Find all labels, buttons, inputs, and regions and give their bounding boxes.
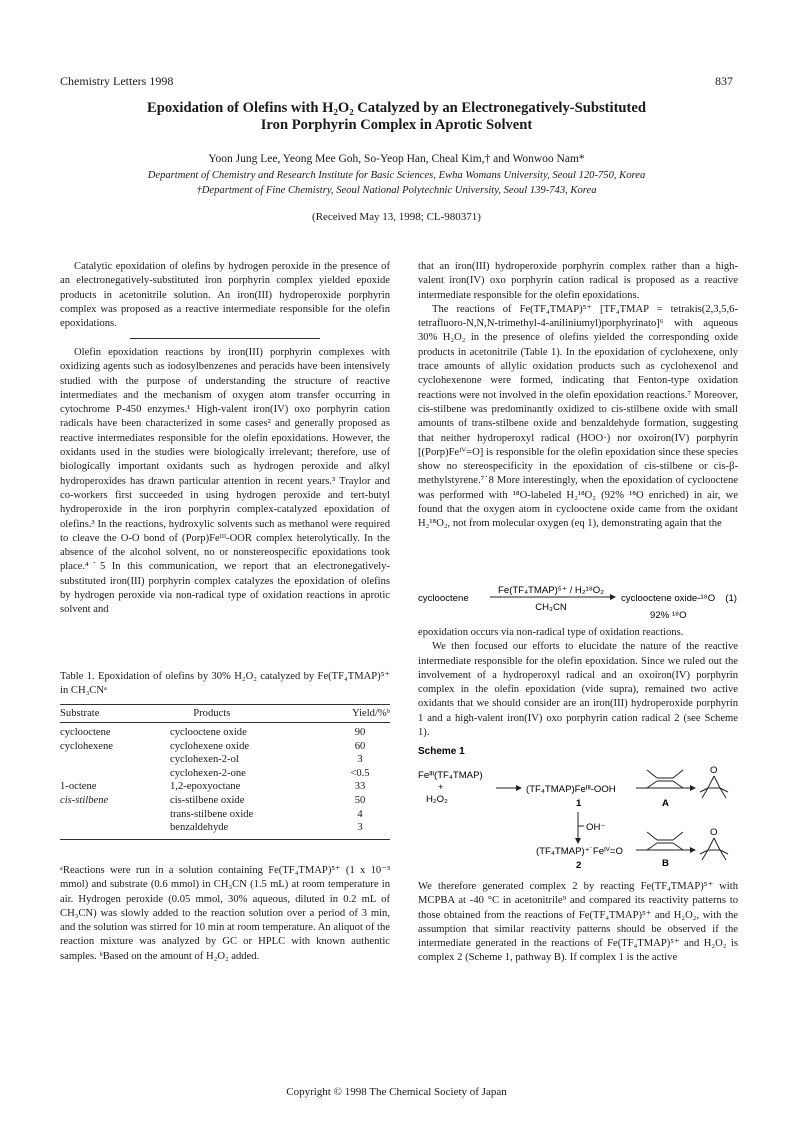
left-body-text: Olefin epoxidation reactions by iron(III) porphyrin complexes with oxidizing agents such as iodosylbenzenes and peracids have been intensively studied with the purpose of understanding the structure of reactive intermediates and the mechanism of oxygen atom transfer occurring in cytochrome P-450 enzymes.¹ High-valent iron(IV) oxo porphyrin cation radicals have been characterized in some cases² and generally proposed as reactive intermediates responsible for the olefin epoxidations. However, the oxidants used in the studies were biologically irrelevant; therefore, use of biologically important oxidants such as hydrogen peroxide and alkyl hydroperoxides has drawn particular attention in recent years.³ Traylor and co-workers first succeeded in using hydrogen peroxide and tert-butyl hydroperoxide in the iron porphyrin complex-catalyzed epoxidation of olefins.³ In the reactions, hydroxylic solvents such as methanol were required to cleave the O-O bond of (Porp)Feᴵᴵᴵ-OOR complex heterolytically. In the absence of the alcohol solvent, no or nonstereospecific epoxidations took place.⁴˙5 In this communication, we report that an electronegatively-substituted iron(III) porphyrin complex catalyzes the epoxidation of olefins by hydrogen peroxide via non-radical type of oxidation reactions in aprotic solvent and <box>60 347 390 616</box>
authors: Yoon Jung Lee, Yeong Mee Goh, So-Yeop Han, Cheal Kim,† and Wonwoo Nam* <box>208 153 585 165</box>
title-line-2: Iron Porphyrin Complex in Aprotic Solvent <box>260 117 533 133</box>
scheme-arrowhead-a <box>690 785 696 791</box>
epoxide-icon-a <box>700 776 728 798</box>
table-row <box>60 821 390 835</box>
cell-substrate: 1-octene <box>60 781 97 793</box>
table-row <box>60 753 390 767</box>
table-1-caption <box>60 670 390 699</box>
table-row <box>60 767 390 781</box>
cell-substrate: cis-stilbene <box>60 794 109 806</box>
affiliation-1: Department of Chemistry and Research Institute for Basic Sciences, Ewha Womans University, Seoul 120-750, Korea <box>147 170 646 181</box>
eq-arrowhead <box>610 594 616 600</box>
epoxide-oxygen-a: O <box>710 765 718 776</box>
cell-yield: 4 <box>357 808 363 820</box>
scheme-1 <box>418 742 738 872</box>
title-line-1: Epoxidation of Olefins with H₂O₂ Catalyzed by an Electronegatively-Substituted <box>146 100 647 116</box>
cell-yield: 60 <box>354 740 366 752</box>
right-paragraph-5: We therefore generated complex 2 by reacting Fe(TF₄TMAP)⁵⁺ with MCPBA at -40 °C in acetonitrile⁹ and compared its reactivity patterns to those obtained from the reactions of Fe(TF₄TMAP)⁵⁺ and H₂O₂, with the assumption that similar reactivity patterns should be observed if the intermediate generated in the reactions of Fe(TF₄TMAP)⁵⁺ and H₂O₂ is complex 2 (Scheme 1, pathway B). If complex 1 is the active <box>418 881 738 964</box>
table-row <box>60 794 390 808</box>
abstract-divider <box>130 338 320 339</box>
equation-svg <box>418 580 738 622</box>
cell-product: cyclohexen-2-one <box>170 767 246 779</box>
table-row <box>60 726 390 740</box>
cell-product: 1,2-epoxyoctane <box>170 781 241 793</box>
eq-above-arrow: Fe(TF₄TMAP)⁵⁺ / H₂¹⁸O₂ <box>498 585 604 596</box>
scheme-intermediate-1: (TF₄TMAP)Feᴵᴵᴵ-OOH <box>526 784 616 795</box>
cell-substrate <box>60 808 170 822</box>
results-table <box>60 705 390 722</box>
table-row <box>60 780 390 794</box>
cell-product: cyclohexene oxide <box>170 740 250 752</box>
cell-product: cis-stilbene oxide <box>170 794 245 806</box>
results-table-body <box>60 726 390 835</box>
cell-yield: 3 <box>357 822 363 834</box>
table-bottom-rule <box>60 839 390 840</box>
olefin-icon-a <box>647 770 683 788</box>
journal-name: Chemistry Letters 1998 <box>60 74 174 88</box>
scheme-intermediate-2: (TF₄TMAP)⁺˙Feᴵⱽ=O <box>536 846 623 857</box>
right-body-top <box>418 260 738 532</box>
equation-1 <box>418 580 738 622</box>
cell-product: trans-stilbene oxide <box>170 808 254 820</box>
right-paragraph-2: The reactions of Fe(TF₄TMAP)⁵⁺ [TF₄TMAP = tetrakis(2,3,5,6-tetrafluoro-N,N,N-trimethyl-4-aniliniumyl)porphyrinato]⁶ with aqueous 30% H₂O₂ in the presence of olefins yielded the corresponding oxide products in acetonitrile (Table 1). In the epoxidation of cyclohexene, only trace amounts of allylic oxidation products such as cyclohexenol and cyclohexenone were formed, indicating that Fenton-type oxidation reactions were not involved in the olefin epoxidation reactions.⁷ Moreover, cis-stilbene was predominantly oxidized to cis-stilbene oxide with small amounts of trans-stilbene oxide and benzaldehyde formation, suggesting that neither hydroperoxyl radical (HOO·) nor oxoiron(IV) porphyrin [(Porp)Feᴵⱽ=O] is responsible for the olefin epoxidation since these species show no stereospecificity in the epoxidation of cis-stilbene or cis-β-methylstyrene.⁷˙8 More interestingly, when the epoxidation of cyclooctene was performed with ¹⁸O-labeled H₂¹⁸O₂ (92% ¹⁸O enriched) in air, we found that the oxygen atom in cyclooctene oxide came from the oxidant H₂¹⁸O₂, not from molecular oxygen (eq 1), demonstrating again that the <box>418 303 738 530</box>
table-header-row <box>60 705 390 722</box>
scheme-reactant-fe: Feᴵᴵᴵ(TF₄TMAP) <box>418 770 483 781</box>
scheme-hydroxide: OH⁻ <box>586 822 606 833</box>
eq-enrichment: 92% ¹⁸O <box>650 610 687 621</box>
table-caption-text: Table 1. Epoxidation of olefins by 30% H₂O₂ catalyzed by Fe(TF₄TMAP)⁵⁺ in CH₃CNᵃ <box>60 671 390 697</box>
cell-substrate <box>60 753 170 767</box>
scheme-title: Scheme 1 <box>418 746 465 757</box>
table-footnote-text: ᵃReactions were run in a solution containing Fe(TF₄TMAP)⁵⁺ (1 x 10⁻³ mmol) and substrate (0.6 mmol) in CH₃CN (1.5 mL) at room temperature in air. Hydrogen peroxide (0.05 mmol, 30% aqueous, diluted in 0.2 mL of CH₃CN) was slowly added to the reaction solution over a period of 3 min, and the solution was stirred for 10 min at room temperature. An aliquot of the reaction mixture was analyzed by GC or HPLC with known authentic samples. ᵇBased on the amount of H₂O₂ added. <box>60 865 390 962</box>
epoxide-oxygen-b: O <box>710 827 718 838</box>
scheme-label-2: 2 <box>576 860 582 871</box>
eq-product: cyclooctene oxide-¹⁸O <box>621 593 716 604</box>
scheme-arrowhead-1 <box>516 785 522 791</box>
scheme-path-b: B <box>662 858 669 869</box>
right-paragraph-4: We then focused our efforts to elucidate the nature of the reactive intermediate responsible for the olefin epoxidation. Since we ruled out the involvement of a hydroperoxyl radical and an oxoiron(IV) porphyrin complex in the olefin epoxidation (vide supra), remained two active oxidants that we should consider are an iron(III) hydroperoxide porphyrin 1 and a high-valent iron(IV) oxo porphyrin cation radical 2 (see Scheme 1). <box>418 641 738 739</box>
cell-product: cyclooctene oxide <box>170 727 247 738</box>
right-paragraph-3: epoxidation occurs via non-radical type of oxidation reactions. <box>418 627 684 638</box>
cell-yield: <0.5 <box>350 767 370 779</box>
left-body <box>60 346 390 618</box>
eq-number: (1) <box>725 593 737 604</box>
scheme-reactant-h2o2: H₂O₂ <box>426 794 448 805</box>
cell-yield: 3 <box>357 754 363 766</box>
cell-substrate <box>60 767 170 781</box>
eq-reactant: cyclooctene <box>418 593 469 604</box>
scheme-path-a: A <box>662 798 669 809</box>
table-row <box>60 808 390 822</box>
right-body-bottom <box>418 880 738 966</box>
col-header-products: Products <box>193 708 231 719</box>
epoxide-icon-b <box>700 838 728 860</box>
cell-substrate: cyclohexene <box>60 740 113 752</box>
eq-below-arrow: CH₃CN <box>535 602 567 613</box>
scheme-plus: + <box>438 782 444 793</box>
scheme-arrowhead-b <box>690 847 696 853</box>
affiliation-2: †Department of Fine Chemistry, Seoul National Polytechnic University, Seoul 139-743, Korea <box>196 185 597 196</box>
table-row <box>60 740 390 754</box>
scheme-arrowhead-down <box>575 838 581 844</box>
cell-product: cyclohexen-2-ol <box>170 754 239 766</box>
scheme-label-1: 1 <box>576 798 582 809</box>
abstract-text: Catalytic epoxidation of olefins by hydrogen peroxide in the presence of an electronegatively-substituted iron porphyrin complex yielded epoxide products in acetonitrile solution. An iron(III) hydroperoxide porphyrin complex was proposed as a reactive intermediate responsible for the olefin epoxidations. <box>60 261 390 330</box>
page-number: 837 <box>715 74 733 88</box>
table-1 <box>60 704 390 840</box>
cell-yield: 33 <box>354 781 366 793</box>
cell-yield: 90 <box>354 727 366 738</box>
cell-product: benzaldehyde <box>170 822 229 834</box>
col-header-yield: Yield/%ᵇ <box>352 708 390 719</box>
col-header-substrate: Substrate <box>60 708 100 719</box>
received-date: (Received May 13, 1998; CL-980371) <box>312 211 481 223</box>
cell-substrate <box>60 821 170 835</box>
table-header-rule <box>60 722 390 723</box>
abstract <box>60 260 390 331</box>
table-footnote <box>60 864 390 964</box>
copyright-footer: Copyright © 1998 The Chemical Society of Japan <box>286 1086 507 1098</box>
cell-yield: 50 <box>354 794 366 806</box>
cell-substrate: cyclooctene <box>60 727 111 738</box>
right-paragraph-1: that an iron(III) hydroperoxide porphyrin complex rather than a high-valent iron(IV) oxo porphyrin cation radical is proposed as a reactive intermediate responsible for the olefin epoxidations. <box>418 261 738 301</box>
article-title <box>60 100 733 134</box>
right-body-middle <box>418 626 738 740</box>
olefin-icon-b <box>647 832 683 850</box>
scheme-svg <box>418 742 738 872</box>
